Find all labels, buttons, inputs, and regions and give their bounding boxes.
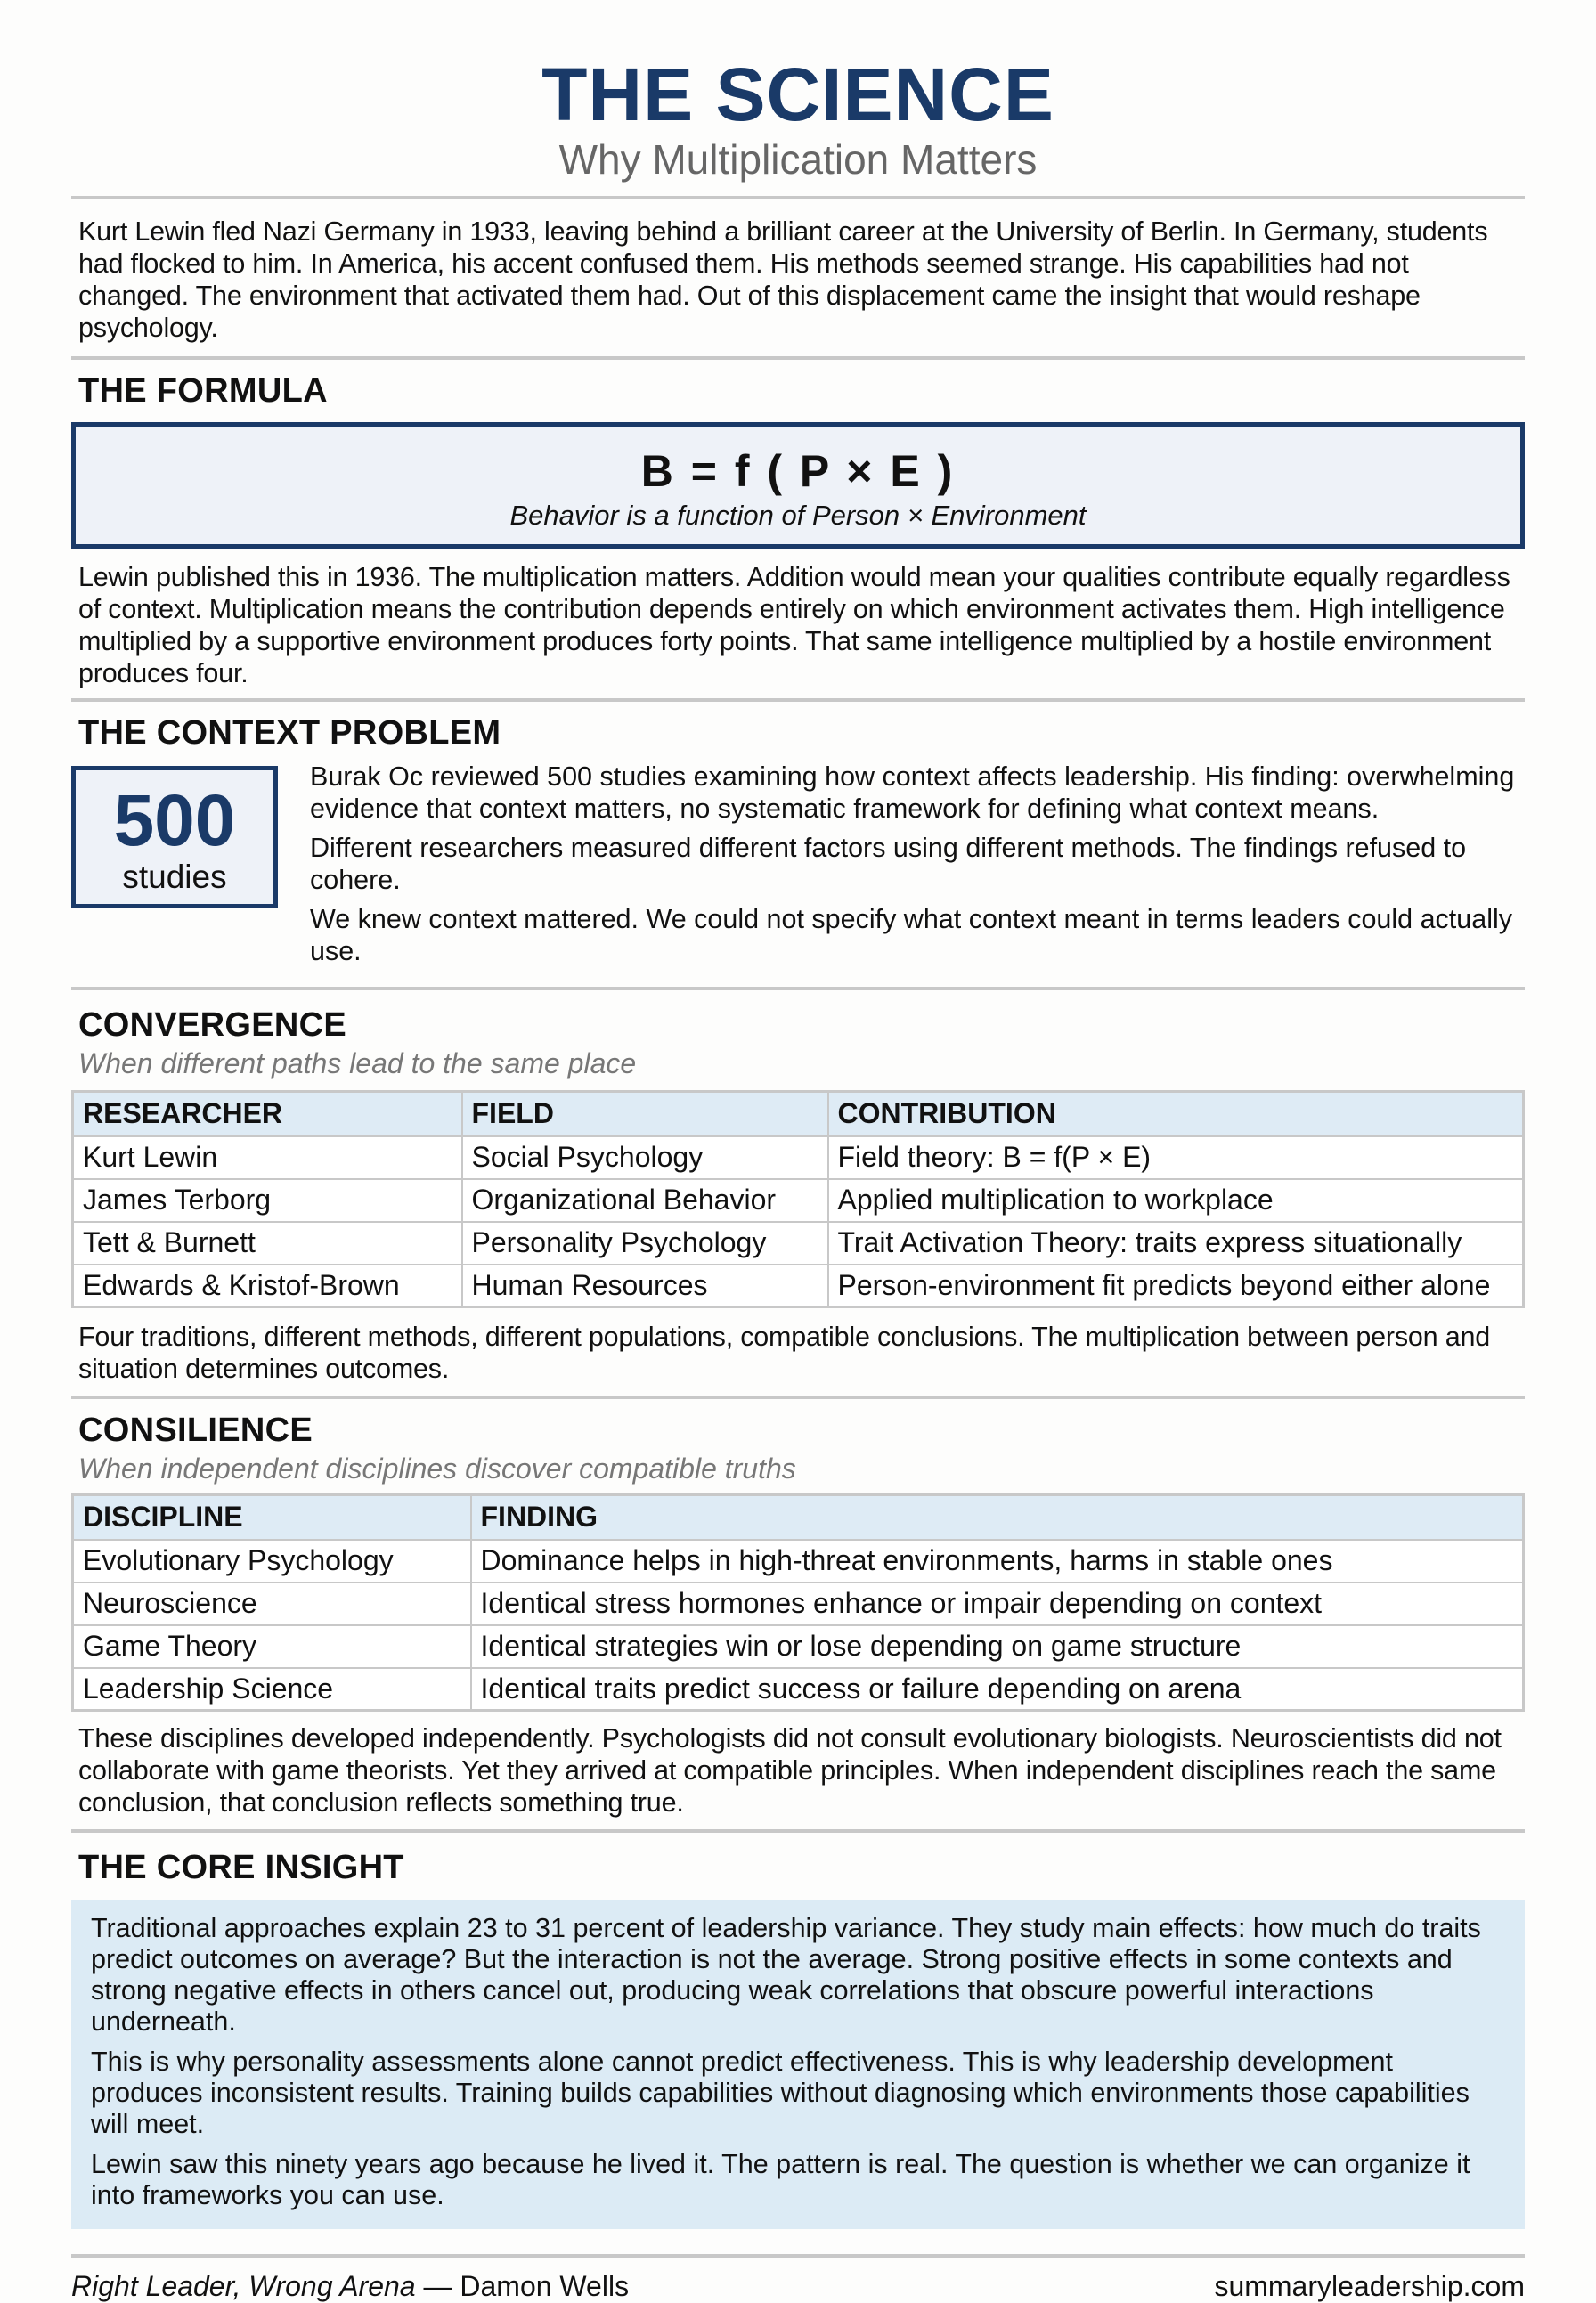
divider: [71, 196, 1525, 199]
contribution-cell: Field theory: B = f(P × E): [828, 1136, 1524, 1179]
table-row: [73, 1265, 1524, 1307]
divider: [71, 698, 1525, 702]
divider: [71, 2254, 1525, 2258]
insight-paragraph: Lewin saw this ninety years ago because he lived it. The pattern is real. The question is whether we can organize it into frameworks you can use.: [91, 2149, 1470, 2210]
researcher-cell: Edwards & Kristof-Brown: [73, 1265, 462, 1307]
core-insight-heading: THE CORE INSIGHT: [78, 1849, 404, 1886]
convergence-table: [71, 1090, 1525, 1308]
divider: [71, 1396, 1525, 1399]
field-cell: Human Resources: [462, 1265, 828, 1307]
column-header: FIELD: [462, 1092, 828, 1136]
column-header: DISCIPLINE: [73, 1495, 471, 1540]
insight-paragraph: This is why personality assessments alone cannot predict effectiveness. This is why leadership development produces inconsistent results. Training builds capabilities without diagnosing which environments those capabilities will meet.: [91, 2047, 1470, 2139]
table-row: [73, 1179, 1524, 1222]
context-heading: THE CONTEXT PROBLEM: [78, 714, 501, 752]
discipline-cell: Game Theory: [73, 1625, 471, 1668]
formula-box: [71, 422, 1525, 549]
table-header-row: [73, 1092, 1524, 1136]
table-row: [73, 1668, 1524, 1711]
researcher-cell: Kurt Lewin: [73, 1136, 462, 1179]
stat-box: [71, 766, 278, 908]
field-cell: Organizational Behavior: [462, 1179, 828, 1222]
table-row: [73, 1625, 1524, 1668]
page-subtitle: Why Multiplication Matters: [558, 136, 1038, 183]
footer-credit: [71, 2270, 629, 2303]
field-cell: Social Psychology: [462, 1136, 828, 1179]
finding-cell: Identical strategies win or lose depending on game structure: [471, 1625, 1524, 1668]
website-link[interactable]: summaryleadership.com: [1214, 2270, 1525, 2302]
context-paragraph: Burak Oc reviewed 500 studies examining how context affects leadership. His finding: overwhelming evidence that context matters, no systematic framework for defining what context means.: [310, 761, 1515, 824]
divider: [71, 1829, 1525, 1833]
finding-cell: Identical stress hormones enhance or impair depending on context: [471, 1583, 1524, 1625]
consilience-tagline: When independent disciplines discover compatible truths: [78, 1453, 796, 1485]
formula-paragraph: Lewin published this in 1936. The multiplication matters. Addition would mean your qualities contribute equally regardless of context. Multiplication means the contribution depends entirely on which environment activates them. High intelligence multiplied by a supportive environment produces forty points. That same intelligence multiplied by a hostile environment produces four.: [78, 562, 1510, 688]
convergence-heading: CONVERGENCE: [78, 1006, 347, 1044]
page: [71, 0, 1525, 2303]
table-row: [73, 1540, 1524, 1583]
finding-cell: Dominance helps in high-threat environments, harms in stable ones: [471, 1540, 1524, 1583]
convergence-paragraph: Four traditions, different methods, different populations, compatible conclusions. The multiplication between person and situation determines outcomes.: [78, 1322, 1490, 1384]
divider: [71, 356, 1525, 360]
consilience-table: [71, 1493, 1525, 1712]
researcher-cell: Tett & Burnett: [73, 1222, 462, 1265]
formula-heading: THE FORMULA: [78, 372, 328, 410]
table-header-row: [73, 1495, 1524, 1540]
discipline-cell: Leadership Science: [73, 1668, 471, 1711]
stat-value: 500: [113, 780, 236, 861]
discipline-cell: Neuroscience: [73, 1583, 471, 1625]
footer: [71, 2270, 1525, 2303]
contribution-cell: Trait Activation Theory: traits express situationally: [828, 1222, 1524, 1265]
context-paragraph: We knew context mattered. We could not specify what context meant in terms leaders could actually use.: [310, 904, 1512, 966]
context-row: [71, 761, 1525, 974]
contribution-cell: Applied multiplication to workplace: [828, 1179, 1524, 1222]
table-row: [73, 1583, 1524, 1625]
table-row: [73, 1222, 1524, 1265]
consilience-heading: CONSILIENCE: [78, 1412, 313, 1449]
context-text: [310, 761, 1525, 974]
contribution-cell: Person-environment fit predicts beyond either alone: [828, 1265, 1524, 1307]
intro-paragraph: Kurt Lewin fled Nazi Germany in 1933, leaving behind a brilliant career at the University of Berlin. In Germany, students had flocked to him. In America, his accent confused them. His methods seemed strange. His capabilities had not changed. The environment that activated them had. Out of this displacement came the insight that would reshape psychology.: [78, 216, 1488, 343]
divider: [71, 987, 1525, 990]
column-header: CONTRIBUTION: [828, 1092, 1524, 1136]
column-header: RESEARCHER: [73, 1092, 462, 1136]
formula-caption: Behavior is a function of Person × Environment: [509, 500, 1087, 531]
page-title: THE SCIENCE: [542, 53, 1054, 136]
insight-paragraph: Traditional approaches explain 23 to 31 percent of leadership variance. They study main effects: how much do traits predict outcomes on average? But the interaction is not the average. Strong positive effects in some contexts and strong negative effects in others cancel out, producing weak correlations that obscure powerful interactions underneath.: [91, 1913, 1481, 2037]
consilience-paragraph: These disciplines developed independently. Psychologists did not consult evolutionary biologists. Neuroscientists did not collaborate with game theorists. Yet they arrived at compatible principles. When independent disciplines reach the same conclusion, that conclusion reflects something true.: [78, 1723, 1502, 1818]
table-row: [73, 1136, 1524, 1179]
field-cell: Personality Psychology: [462, 1222, 828, 1265]
context-paragraph: Different researchers measured different factors using different methods. The findings refused to cohere.: [310, 833, 1467, 895]
author: — Damon Wells: [415, 2270, 630, 2302]
researcher-cell: James Terborg: [73, 1179, 462, 1222]
discipline-cell: Evolutionary Psychology: [73, 1540, 471, 1583]
core-insight-box: [71, 1900, 1525, 2229]
column-header: FINDING: [471, 1495, 1524, 1540]
convergence-tagline: When different paths lead to the same place: [78, 1047, 637, 1079]
stat-label: studies: [122, 859, 227, 895]
book-title: Right Leader, Wrong Arena: [71, 2270, 416, 2302]
finding-cell: Identical traits predict success or failure depending on arena: [471, 1668, 1524, 1711]
formula: B = f ( P × E ): [640, 446, 956, 496]
